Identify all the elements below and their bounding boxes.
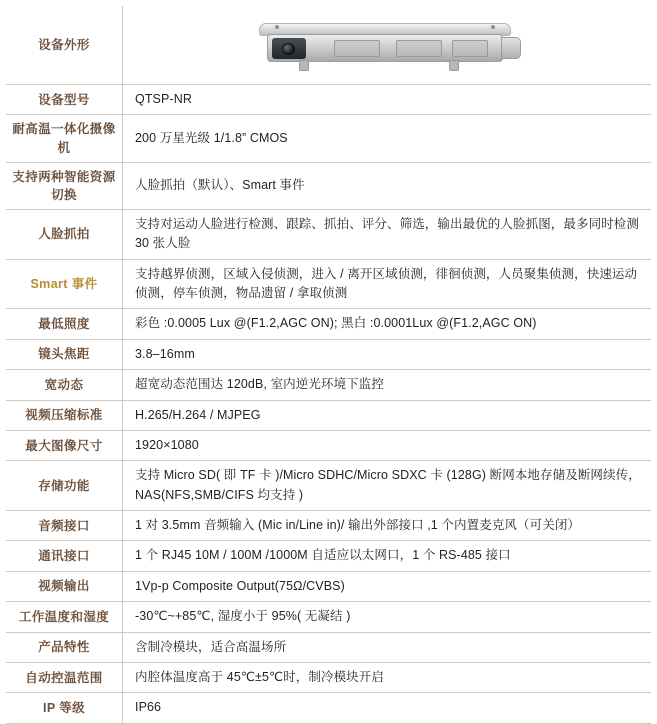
row-value: 3.8–16mm bbox=[135, 346, 195, 361]
row-label: 宽动态 bbox=[6, 370, 123, 400]
row-value: 支持越界侦测，区域入侵侦测，进入 / 离开区域侦测，徘徊侦测，人员聚集侦测，快速运动侦测，停车侦测，物品遗留 / 拿取侦测 bbox=[135, 266, 638, 300]
camera-panel bbox=[452, 40, 488, 57]
row-label: 通讯接口 bbox=[6, 541, 123, 571]
row-value: 支持对运动人脸进行检测、跟踪、抓拍、评分、筛选，输出最优的人脸抓图，最多同时检测 30 张人脸 bbox=[135, 216, 640, 251]
table-row bbox=[6, 85, 651, 115]
camera-panel bbox=[396, 40, 442, 57]
row-label: IP 等级 bbox=[6, 693, 123, 723]
row-label: 音频接口 bbox=[6, 511, 123, 541]
camera-bracket bbox=[449, 60, 459, 71]
camera-stud bbox=[275, 25, 279, 29]
row-label: 自动控温范围 bbox=[6, 662, 123, 692]
table-row bbox=[6, 370, 651, 400]
row-value: 1920×1080 bbox=[135, 437, 199, 452]
row-value: 人脸抓拍（默认）、Smart 事件 bbox=[135, 178, 305, 193]
spec-table-body bbox=[6, 6, 651, 723]
table-row bbox=[6, 662, 651, 692]
row-label: 耐高温一体化摄像机 bbox=[6, 115, 123, 162]
row-label: 视频压缩标准 bbox=[6, 400, 123, 430]
row-value-photo bbox=[123, 6, 652, 85]
camera-bracket bbox=[299, 60, 309, 71]
row-value: 超宽动态范围达 120dB, 室内逆光环境下监控 bbox=[135, 377, 384, 392]
table-row bbox=[6, 461, 651, 511]
camera-housing bbox=[267, 34, 503, 62]
row-label: 设备外形 bbox=[6, 6, 123, 85]
row-label: 产品特性 bbox=[6, 632, 123, 662]
table-row bbox=[6, 571, 651, 601]
camera-image-container bbox=[123, 6, 651, 84]
table-row bbox=[6, 209, 651, 259]
table-row bbox=[6, 162, 651, 209]
row-value: -30℃~+85℃, 湿度小于 95%( 无凝结 ) bbox=[135, 609, 351, 624]
row-value: 支持 Micro SD( 即 TF 卡 )/Micro SDHC/Micro SDXC 卡 (128G) 断网本地存储及断网续传，NAS(NFS,SMB/CIFS 均支持 ) bbox=[135, 468, 641, 502]
row-label: 存储功能 bbox=[6, 461, 123, 511]
row-label: 人脸抓拍 bbox=[6, 209, 123, 259]
camera-lens-icon bbox=[282, 43, 295, 55]
row-value: 内腔体温度高于 45℃±5℃时，制冷模块开启 bbox=[135, 669, 384, 684]
table-row bbox=[6, 6, 651, 85]
camera-stud bbox=[491, 25, 495, 29]
row-value: 1Vp-p Composite Output(75Ω/CVBS) bbox=[135, 578, 345, 593]
row-label: 镜头焦距 bbox=[6, 339, 123, 369]
row-value: 1 个 RJ45 10M / 100M /1000M 自适应以太网口，1 个 RS-485 接口 bbox=[135, 548, 511, 563]
row-label: 最低照度 bbox=[6, 309, 123, 339]
row-label: 视频输出 bbox=[6, 571, 123, 601]
table-row bbox=[6, 693, 651, 723]
row-value: 1 对 3.5mm 音频输入 (Mic in/Line in)/ 输出外部接口 ,1 个内置麦克风（可关闭） bbox=[135, 518, 581, 532]
row-label: Smart 事件 bbox=[6, 259, 123, 309]
table-row bbox=[6, 309, 651, 339]
spec-table bbox=[6, 6, 651, 724]
table-row bbox=[6, 541, 651, 571]
camera-rear-cap bbox=[501, 37, 521, 59]
row-value: 彩色 :0.0005 Lux @(F1.2,AGC ON); 黑白 :0.0001Lux @(F1.2,AGC ON) bbox=[135, 316, 537, 331]
row-label: 工作温度和湿度 bbox=[6, 602, 123, 632]
row-value: 含制冷模块，适合高温场所 bbox=[135, 639, 287, 654]
table-row bbox=[6, 259, 651, 309]
row-label: 设备型号 bbox=[6, 85, 123, 115]
row-value: IP66 bbox=[135, 700, 162, 715]
row-value: H.265/H.264 / MJPEG bbox=[135, 407, 261, 422]
row-label: 最大图像尺寸 bbox=[6, 430, 123, 460]
camera-illustration-icon bbox=[253, 17, 521, 73]
row-value: 200 万星光级 1/1.8” CMOS bbox=[135, 130, 288, 145]
row-value: QTSP-NR bbox=[135, 92, 192, 106]
camera-panel bbox=[334, 40, 380, 57]
table-row bbox=[6, 602, 651, 632]
table-row bbox=[6, 400, 651, 430]
table-row bbox=[6, 115, 651, 162]
table-row bbox=[6, 430, 651, 460]
table-row bbox=[6, 511, 651, 541]
row-label: 支持两种智能资源切换 bbox=[6, 162, 123, 209]
table-row bbox=[6, 339, 651, 369]
camera-front-glass bbox=[272, 38, 306, 59]
table-row bbox=[6, 632, 651, 662]
